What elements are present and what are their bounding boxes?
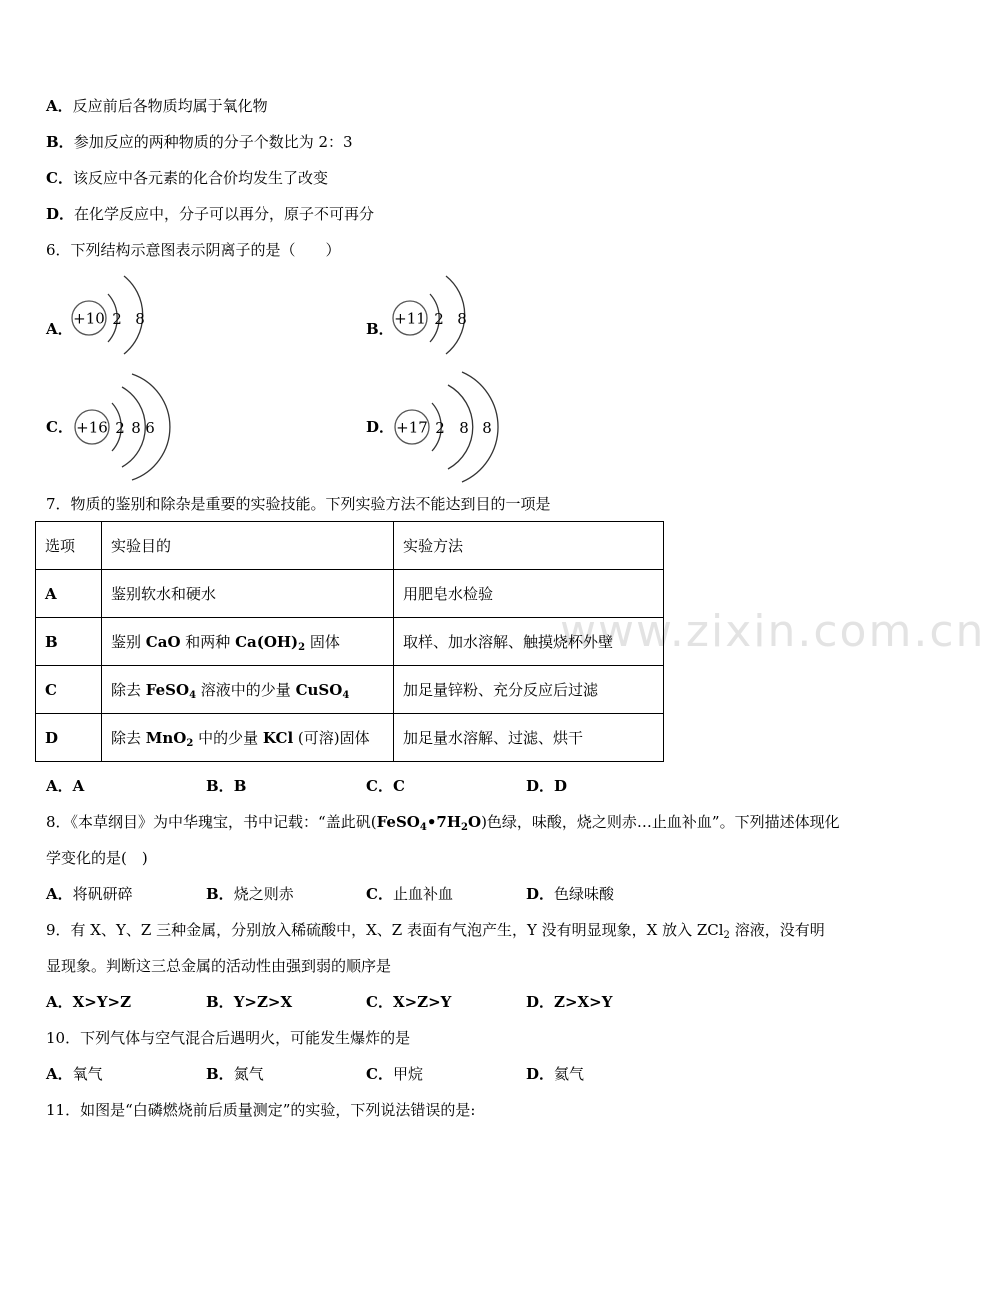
table-row [36,618,664,666]
q9-stem-line2: 显现象。判断这三总金属的活动性由强到弱的顺序是 [46,957,392,975]
row-b-method: 取样、加水溶解、触摸烧杯外壁 [394,618,664,666]
atom-d-structure-icon [366,372,516,482]
q7-options: A．A B．B C．C D．D [46,777,568,795]
table-row [36,666,664,714]
q9-stem-line1: 9．有 X、Y、Z 三种金属，分别放入稀硫酸中，X、Z 表面有气泡产生，Y 没有明显现象，X 放入 ZCl$_2$ 溶液，没有明 [46,921,825,941]
q5-option-c: C．该反应中各元素的化合价均发生了改变 [46,169,328,187]
row-d-purpose: 除去 MnO$_2$ 中的少量 KCl (可溶)固体 [102,714,394,762]
atom-d-shell-3: 8 [482,419,492,437]
atom-a-structure-icon [46,274,196,384]
q6-stem: 6．下列结构示意图表示阴离子的是（ ） [46,241,341,259]
atom-d-shell-2: 8 [459,419,469,437]
row-a-option: A [36,570,102,618]
q8-options: A．将矾研碎 B．烧之则赤 C．止血补血 D．色绿味酸 [46,885,615,903]
table-header-row [36,522,664,570]
atom-diagram-d [366,372,516,482]
atom-a-shell-2: 8 [135,310,145,328]
atom-diagram-a [46,274,196,384]
atom-c-label: C． [46,418,73,436]
q10-options: A．氧气 B．氮气 C．甲烷 D．氦气 [46,1065,585,1083]
q7-stem: 7．物质的鉴别和除杂是重要的实验技能。下列实验方法不能达到目的一项是 [46,495,551,513]
atom-diagram-c [46,372,196,482]
atom-c-nucleus: +16 [76,418,108,437]
q11-stem: 11．如图是“白磷燃烧前后质量测定”的实验，下列说法错误的是: [46,1101,476,1119]
atom-c-shell-2: 8 [131,419,141,437]
row-c-purpose: 除去 FeSO$_4$ 溶液中的少量 CuSO$_4$ [102,666,394,714]
atom-diagram-b [366,274,516,384]
q10-stem: 10．下列气体与空气混合后遇明火，可能发生爆炸的是 [46,1029,411,1047]
atom-a-label: A． [46,320,73,338]
row-d-option: D [36,714,102,762]
q8-stem-line2: 学变化的是( ) [46,849,148,867]
atom-c-structure-icon [46,372,196,482]
atom-b-structure-icon [366,274,516,384]
q5-option-a: A．反应前后各物质均属于氧化物 [46,97,268,115]
q5-option-d: D．在化学反应中，分子可以再分，原子不可再分 [46,205,375,223]
row-a-purpose: 鉴别软水和硬水 [102,570,394,618]
header-purpose: 实验目的 [102,522,394,570]
q5-option-b: B．参加反应的两种物质的分子个数比为 2：3 [46,133,353,151]
table-row [36,570,664,618]
row-b-option: B [36,618,102,666]
header-option: 选项 [36,522,102,570]
header-method: 实验方法 [394,522,664,570]
atom-a-shell-1: 2 [112,310,122,328]
atom-d-shell-1: 2 [435,419,445,437]
table-row [36,714,664,762]
row-c-option: C [36,666,102,714]
q8-stem-line1: 8．《本草纲目》为中华瑰宝，书中记载：“盖此矾$(FeSO_4•7H_2O)$色绿，味酸，烧之则赤…止血补血”。下列描述体现化 [46,813,840,833]
row-a-method: 用肥皂水检验 [394,570,664,618]
atom-b-shell-2: 8 [457,310,467,328]
experiment-table [35,521,664,762]
atom-c-shell-1: 2 [115,419,125,437]
atom-d-label: D． [366,418,395,436]
q9-options: A．X>Y>Z B．Y>Z>X C．X>Z>Y D．Z>X>Y [46,993,613,1011]
row-c-method: 加足量锌粉、充分反应后过滤 [394,666,664,714]
atom-b-shell-1: 2 [434,310,444,328]
row-d-method: 加足量水溶解、过滤、烘干 [394,714,664,762]
atom-b-nucleus: +11 [394,309,426,328]
atom-c-shell-3: 6 [145,419,155,437]
atom-b-label: B． [366,320,394,338]
row-b-purpose: 鉴别 CaO 和两种 $Ca(OH)_2$ 固体 [102,618,394,666]
watermark: www.zixin.com.cn [560,606,985,657]
atom-a-nucleus: +10 [73,309,105,328]
atom-d-nucleus: +17 [396,418,428,437]
